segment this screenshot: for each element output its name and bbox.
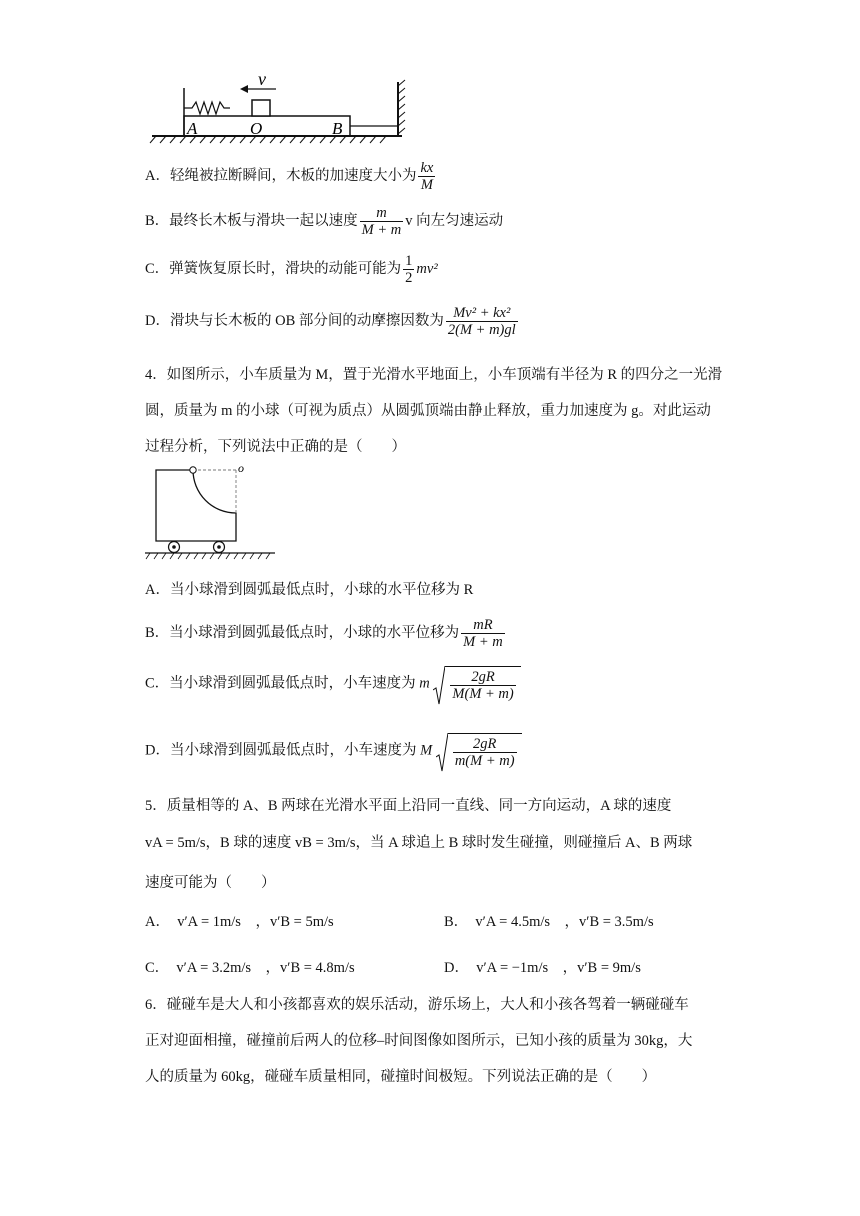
label-o: o: [238, 461, 244, 475]
spring-board-figure: [140, 68, 430, 144]
q5-option-d: D． v′A = −1m/s ，v′B = 9m/s: [444, 960, 641, 976]
q4-stem: 4．如图所示，小车质量为 M，置于光滑水平地面上，小车顶端有半径为 R 的四分之一光滑圆，质量为 m 的小球（可视为质点）从圆弧顶端由静止释放，重力加速度为 g。对此运动过程分析，下列说法中正确的是（ ）: [145, 367, 723, 455]
label-B: B: [332, 119, 343, 138]
q3-option-c: C．弹簧恢复原长时，滑块的动能可能为 $\frac{1}{2}$ mv²: [145, 253, 438, 286]
label-A: A: [187, 119, 198, 138]
q6-line1: 6．碰碰车是大人和小孩都喜欢的娱乐活动，游乐场上，大人和小孩各驾着一辆碰碰车: [145, 997, 689, 1013]
q3-option-a: A．轻绳被拉断瞬间，木板的加速度大小为 $\frac{kx}{M}$: [145, 160, 434, 193]
label-O: O: [250, 119, 263, 138]
q5-line1: 5．质量相等的 A、B 两球在光滑水平面上沿同一直线、同一方向运动，A 球的速度: [145, 798, 672, 814]
q5-option-a: A． v′A = 1m/s ，v′B = 5m/s: [145, 914, 334, 930]
q3-option-b: B．最终长木板与滑块一起以速度 $\frac{m}{M + m}$ v 向左匀速运动: [145, 205, 504, 238]
q5-line3: 速度可能为（ ）: [145, 875, 276, 891]
q4-option-a: A．当小球滑到圆弧最低点时，小球的水平位移为 R: [145, 582, 474, 598]
q4-option-b: B．当小球滑到圆弧最低点时，小球的水平位移为 $\frac{mR}{M + m}$: [145, 617, 503, 650]
label-v: v: [258, 69, 266, 89]
q5-option-c: C． v′A = 3.2m/s ，v′B = 4.8m/s: [145, 960, 355, 976]
q4-option-c: C．当小球滑到圆弧最低点时，小车速度为 m $\frac{2gR}{M(M + m)}$: [145, 666, 521, 702]
q6-line3: 人的质量为 60kg，碰碰车质量相同，碰撞时间极短。下列说法正确的是（ ）: [145, 1069, 657, 1085]
cart-figure: [140, 460, 280, 560]
q4-option-d: D．当小球滑到圆弧最低点时，小车速度为 M $\frac{2gR}{m(M + m)}$: [145, 733, 522, 769]
q5-option-b: B． v′A = 4.5m/s ，v′B = 3.5m/s: [444, 914, 654, 930]
q5-line2: vA = 5m/s，B 球的速度 vB = 3m/s，当 A 球追上 B 球时发生碰撞，则碰撞后 A、B 两球: [145, 835, 693, 851]
q3-option-d: D．滑块与长木板的 OB 部分间的动摩擦因数为 $\frac{\text{Mv² + kx²}}{2(M + m)gl}$: [145, 305, 516, 338]
q6-line2: 正对迎面相撞，碰撞前后两人的位移–时间图像如图所示，已知小孩的质量为 30kg，大: [145, 1033, 693, 1049]
